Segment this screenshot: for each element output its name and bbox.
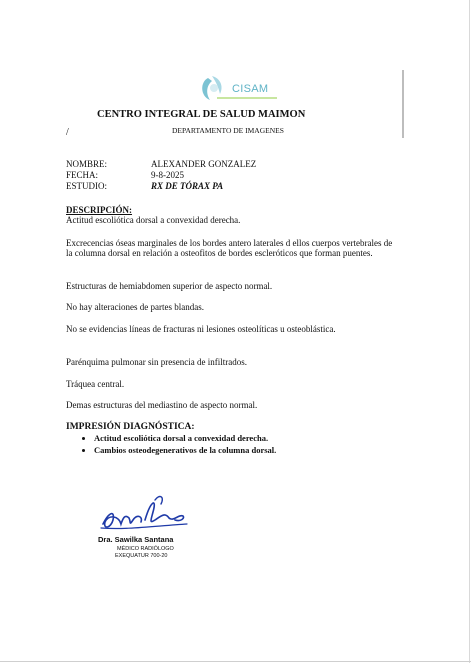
impression-heading: IMPRESIÓN DIAGNÓSTICA:	[66, 422, 195, 432]
description-paragraph: Excrecencias óseas marginales de los bordes antero laterales d ellos cuerpos vertebrales de la columna dorsal en relación a osteofitos de bordes escleróticos que forman puentes.	[66, 238, 393, 259]
study-label: ESTUDIO:	[66, 181, 107, 191]
header-slash: /	[66, 127, 69, 138]
date-row	[66, 170, 184, 180]
page-edge-right	[469, 0, 470, 663]
logo-text: CISAM	[232, 83, 269, 95]
department-name: DEPARTAMENTO DE IMAGENES	[172, 126, 284, 135]
description-paragraph: No se evidencias líneas de fracturas ni lesiones osteolíticas u osteoblástica.	[66, 324, 336, 334]
name-label: NOMBRE:	[66, 159, 108, 169]
margin-bar	[402, 70, 404, 138]
description-paragraph: Estructuras de hemiabdomen superior de aspecto normal.	[66, 281, 273, 291]
signer-name: Dra. Sawilka Santana	[98, 535, 174, 544]
name-value: ALEXANDER GONZALEZ	[151, 159, 257, 169]
date-value: 9-8-2025	[151, 170, 184, 180]
clinic-title: CENTRO INTEGRAL DE SALUD MAIMON	[97, 109, 306, 120]
study-value: RX DE TÓRAX PA	[151, 181, 224, 191]
signer-exequatur: EXEQUATUR 700-20	[115, 553, 168, 559]
impression-item: • Actitud escoliótica dorsal a convexidad derecha.	[94, 433, 276, 445]
impression-item: • Cambios osteodegenerativos de la columna dorsal.	[94, 445, 276, 457]
description-paragraph: No hay alteraciones de partes blandas.	[66, 302, 204, 312]
description-paragraph: Actitud escoliótica dorsal a convexidad derecha.	[66, 215, 241, 225]
handwritten-signature-icon	[95, 490, 195, 536]
description-heading: DESCRIPCIÓN:	[66, 205, 133, 215]
description-paragraph: Tráquea central.	[66, 379, 125, 389]
signer-role: MÉDICO RADIÓLOGO	[117, 546, 174, 552]
description-paragraph: Demas estructuras del mediastino de aspecto normal.	[66, 400, 258, 410]
description-paragraph: Parénquima pulmonar sin presencia de infiltrados.	[66, 357, 247, 367]
date-label: FECHA:	[66, 170, 99, 180]
impression-list	[80, 433, 276, 456]
page-edge-bottom	[0, 661, 471, 662]
patient-name-row	[66, 159, 257, 169]
study-row	[66, 181, 224, 191]
logo-tagline-bar	[217, 97, 277, 99]
